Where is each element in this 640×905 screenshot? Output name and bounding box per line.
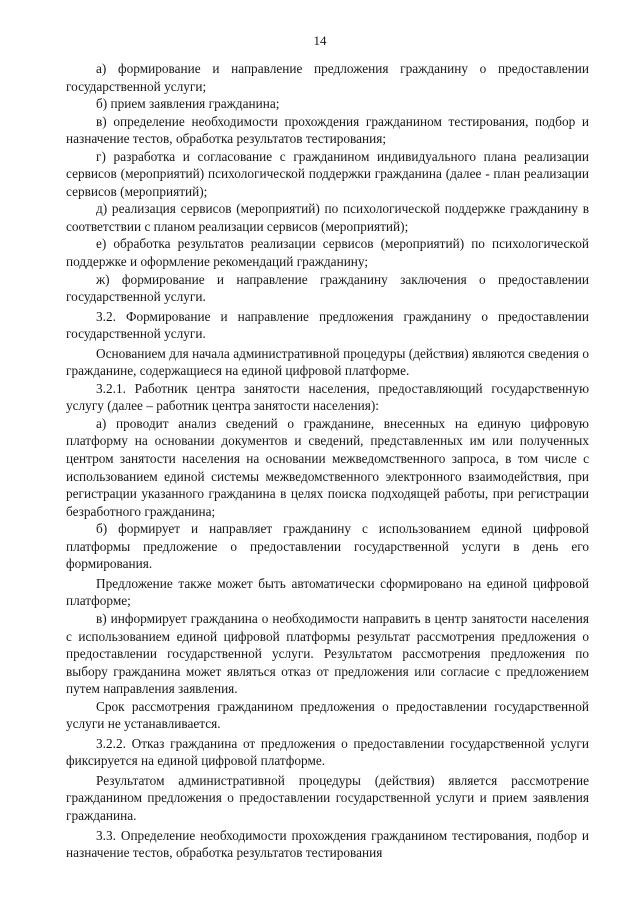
section-heading-3-3: 3.3. Определение необходимости прохождения гражданином тестирования, подбор и назначение тестов, обработка результатов тестирования: [66, 827, 589, 861]
paragraph-informs: в) информирует гражданина о необходимости направить в центр занятости населения с использованием единой цифровой платформы результат рассмотрения предложения о предоставлении государственной услуги. Результатом рассмотрения предложения по выбору гражданина может являться отказ от предложения или согласие с предложением путем направления заявления.: [66, 610, 589, 697]
paragraph-list-item-v: в) определение необходимости прохождения гражданином тестирования, подбор и назначение тестов, обработка результатов тестирования;: [66, 113, 589, 147]
paragraph-result: Результатом административной процедуры (действия) является рассмотрение гражданином предложения о предоставлении государственной услуги и прием заявления гражданина.: [66, 772, 589, 823]
section-heading-3-2-2: 3.2.2. Отказ гражданина от предложения о предоставлении государственной услуги фиксируется на единой цифровой платформе.: [66, 735, 589, 769]
paragraph-list-item-d: д) реализация сервисов (мероприятий) по психологической поддержке гражданину в соответствии с планом реализации сервисов (мероприятий);: [66, 201, 589, 234]
paragraph-list-item-g: г) разработка и согласование с гражданином индивидуального плана реализации сервисов (мероприятий) психологической поддержки гражданина (далее - план реализации сервисов (мероприятий);: [66, 148, 589, 199]
paragraph-list-item-e: е) обработка результатов реализации сервисов (мероприятий) по психологической поддержке и оформление рекомендаций гражданину;: [66, 236, 589, 270]
page-number: 14: [313, 33, 327, 48]
paragraph-list-item-b: б) прием заявления гражданина;: [96, 96, 280, 112]
section-heading-3-2: 3.2. Формирование и направление предложения гражданину о предоставлении государственной услуги.: [66, 308, 589, 342]
paragraph-analysis: а) проводит анализ сведений о гражданине, внесенных на единую цифровую платформу на основании документов и сведений, представленных им или полученных центром занятости населения на основании межведомственного запроса, в том числе с использованием единой системы межведомственного электронного взаимодействия, при регистрации указанного гражданина в целях поиска подходящей работы, при регистрации безработного гражданина;: [66, 415, 589, 519]
document-body: [66, 60, 589, 862]
paragraph-term: Срок рассмотрения гражданином предложения о предоставлении государственной услуги не устанавливается.: [66, 698, 589, 732]
paragraph-basis: Основанием для начала административной процедуры (действия) являются сведения о гражданине, содержащиеся на единой цифровой платформе.: [66, 345, 589, 379]
paragraph-forms-offer: б) формирует и направляет гражданину с использованием единой цифровой платформы предложение о предоставлении государственной услуги в день его формирования.: [66, 521, 589, 572]
paragraph-list-item-a: а) формирование и направление предложения гражданину о предоставлении государственной услуги;: [66, 61, 589, 94]
section-heading-3-2-1: 3.2.1. Работник центра занятости населения, предоставляющий государственную услугу (далее – работник центра занятости населения):: [66, 380, 589, 414]
paragraph-auto-offer: Предложение также может быть автоматически сформировано на единой цифровой платформе;: [66, 575, 589, 609]
paragraph-list-item-zh: ж) формирование и направление гражданину заключения о предоставлении государственной услуги.: [66, 271, 589, 305]
